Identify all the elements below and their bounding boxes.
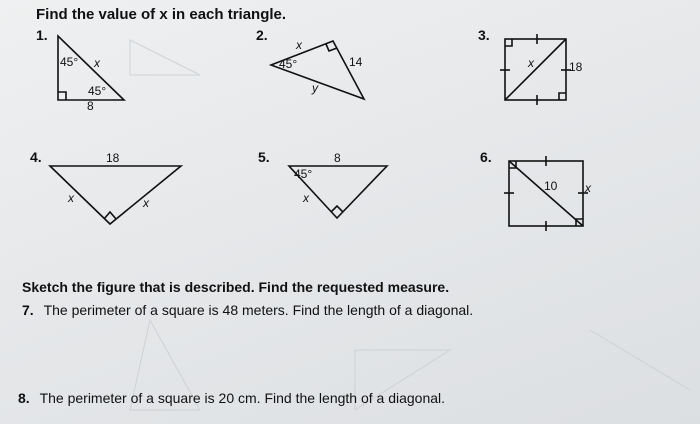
p1-angle-top: 45° <box>60 55 79 69</box>
p1-side-bottom: 8 <box>87 99 94 113</box>
problem-4-number: 4. <box>30 149 42 165</box>
question-8-number: 8. <box>18 390 30 406</box>
problem-3-number: 3. <box>478 27 490 43</box>
question-7-text: The perimeter of a square is 48 meters. Find the length of a diagonal. <box>43 302 474 318</box>
p6-side-x: x <box>585 181 591 195</box>
question-8-text: The perimeter of a square is 20 cm. Find the length of a diagonal. <box>39 390 446 406</box>
p2-side-x: x <box>296 38 302 52</box>
p5-angle: 45° <box>294 167 313 181</box>
p3-side-18: 18 <box>569 60 583 74</box>
problem-6-square <box>504 156 588 231</box>
p2-angle: 45° <box>279 57 298 71</box>
p4-top: 18 <box>106 151 120 165</box>
problem-1-number: 1. <box>36 27 48 43</box>
section-heading: Sketch the figure that is described. Find the requested measure. <box>22 279 450 295</box>
p5-side-x: x <box>303 191 309 205</box>
problem-3-square <box>500 34 571 105</box>
p3-side-x: x <box>528 56 534 70</box>
page-title: Find the value of x in each triangle. <box>36 6 287 23</box>
problem-5-number: 5. <box>258 149 270 165</box>
question-8 <box>18 390 445 406</box>
p1-angle-bottom: 45° <box>88 84 107 98</box>
p1-side-x: x <box>94 56 100 70</box>
question-7-number: 7. <box>22 302 34 318</box>
p2-side-y: y <box>312 81 318 95</box>
p6-diagonal: 10 <box>544 179 558 193</box>
p2-hypotenuse: 14 <box>349 55 363 69</box>
p4-left-x: x <box>68 191 74 205</box>
p4-right-x: x <box>143 196 149 210</box>
p5-top: 8 <box>334 151 341 165</box>
problem-2-number: 2. <box>256 27 268 43</box>
problem-6-number: 6. <box>480 149 492 165</box>
question-7 <box>22 302 473 318</box>
